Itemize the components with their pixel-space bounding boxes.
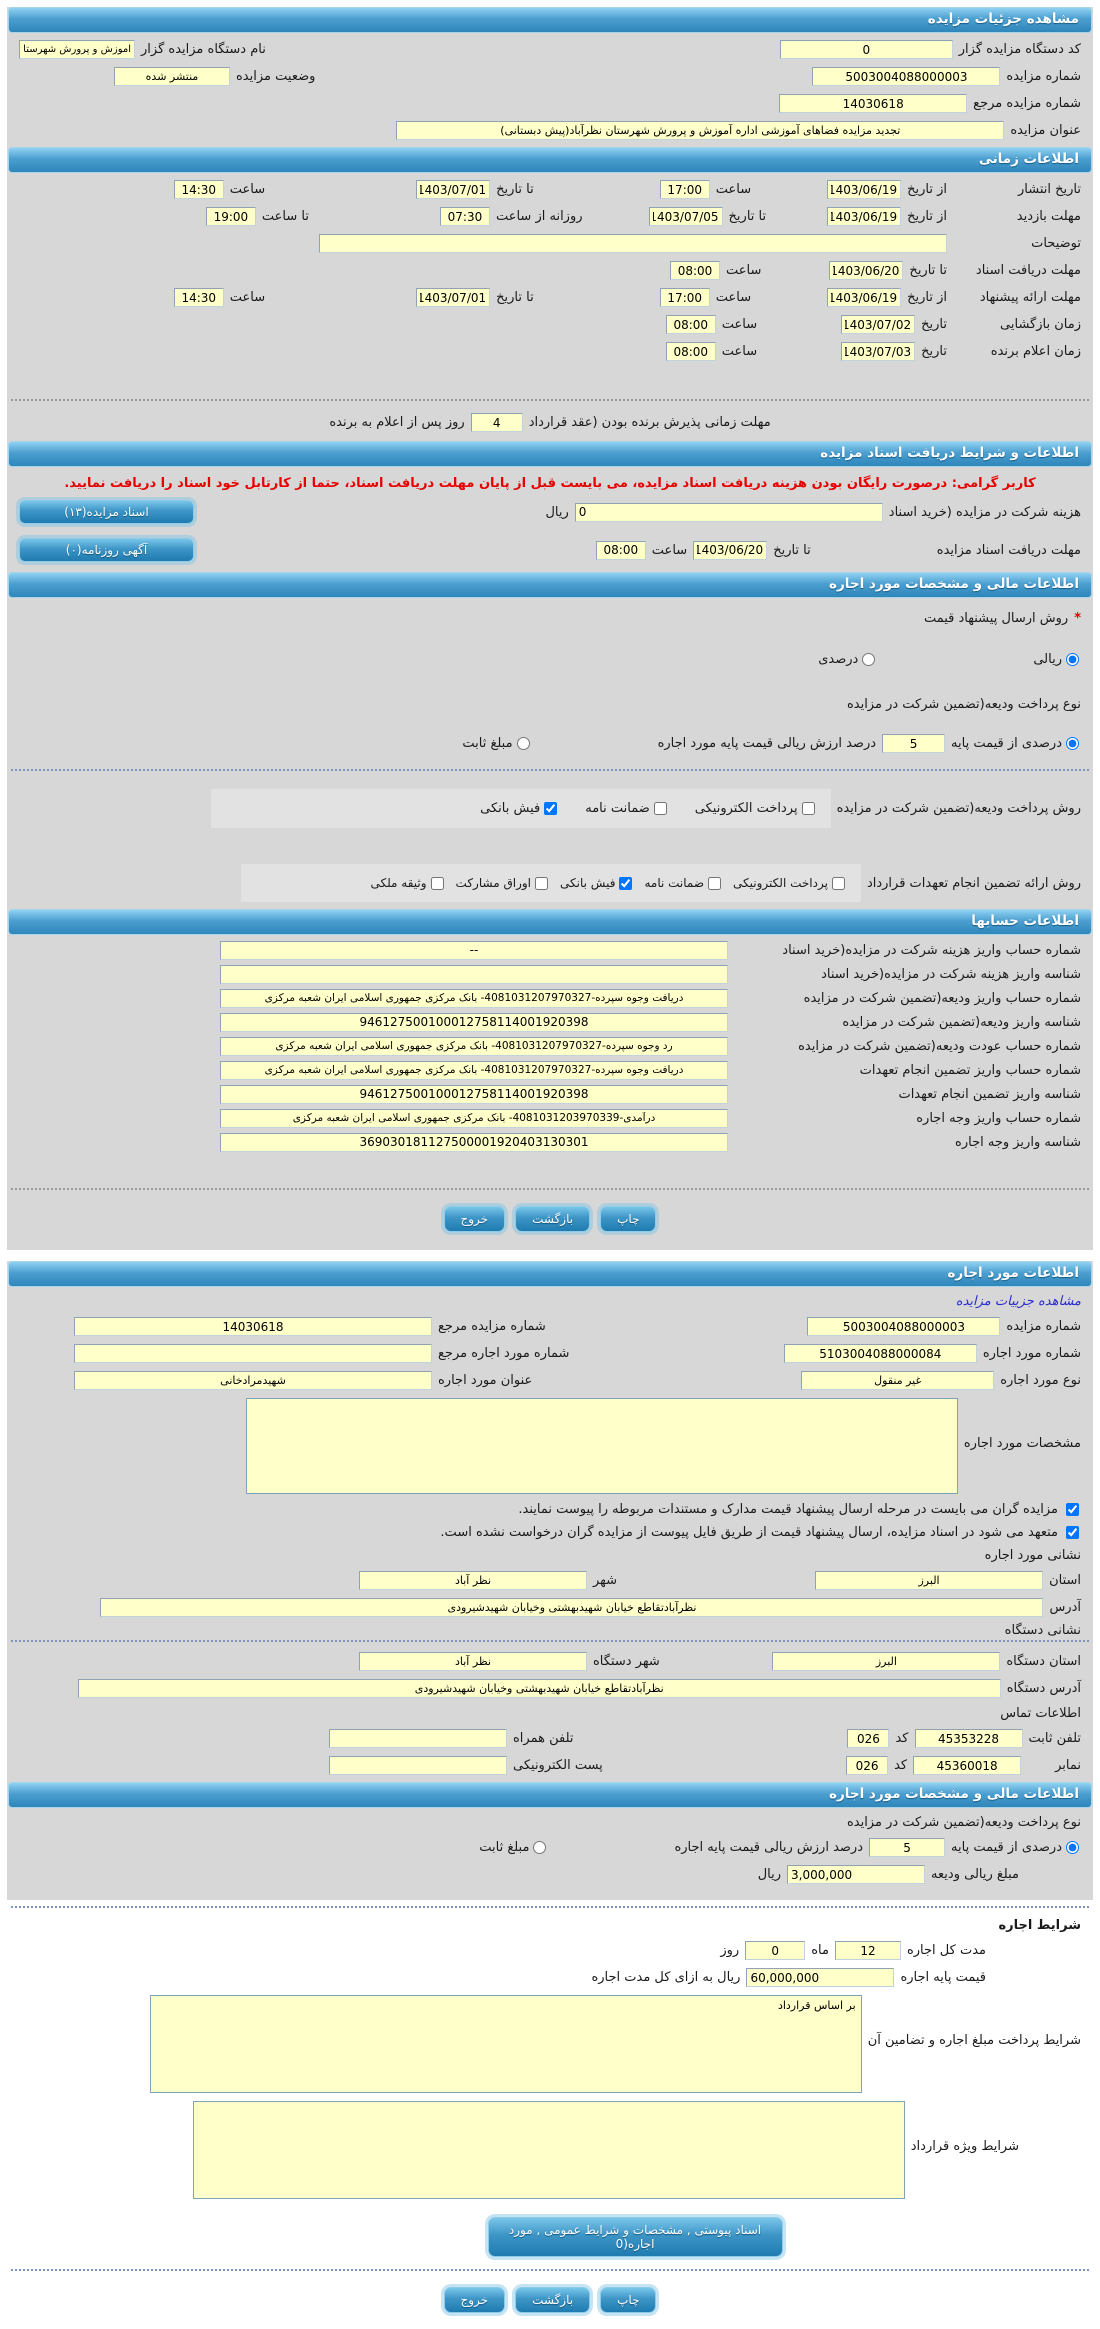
- account-row: [7, 962, 1093, 986]
- row-payment-conditions: [7, 1991, 1093, 2097]
- print-button-2[interactable]: چاپ: [600, 2287, 656, 2313]
- city-label: شهر: [593, 1573, 618, 1588]
- bidder-code-field[interactable]: [780, 40, 953, 59]
- duration-label: مدت کل اجاره: [906, 1943, 986, 1958]
- winner-date-field[interactable]: [841, 342, 915, 361]
- deposit-type-label-2: نوع پرداخت ودیعه(تضمین شرکت در مزایده: [846, 1815, 1081, 1830]
- hour-label: ساعت: [715, 290, 752, 305]
- newspaper-ad-button[interactable]: آگهی روزنامه(۰): [19, 538, 194, 562]
- docs-deadline-label: مهلت دریافت اسناد: [975, 263, 1081, 278]
- epay-label: پرداخت الکترونیکی: [694, 801, 798, 816]
- duration-months-field[interactable]: [835, 1941, 901, 1960]
- publish-to-time-field[interactable]: [174, 180, 224, 199]
- row-opening-time: [7, 311, 1093, 338]
- row-view-details-link: [7, 1290, 1093, 1313]
- from-date-label: از تاریخ: [907, 182, 947, 197]
- row-fax: [7, 1752, 1093, 1779]
- contact-info-subhead: اطلاعات تماس: [1000, 1706, 1081, 1721]
- fixed-amount-radio[interactable]: [517, 737, 530, 750]
- fee-field[interactable]: [575, 503, 883, 522]
- auction-overview-panel: [7, 7, 1093, 1250]
- mobile-field[interactable]: [329, 1729, 507, 1748]
- auction-ref-label-2: شماره مزایده مرجع: [438, 1319, 546, 1334]
- acc-field-rent-account[interactable]: [220, 1109, 728, 1128]
- auction-title-label: عنوان مزایده: [1010, 123, 1081, 138]
- mobile-label: تلفن همراه: [513, 1731, 574, 1746]
- org-name-label: نام دستگاه مزایده گزار: [141, 42, 266, 57]
- back-button[interactable]: بازگشت: [515, 1206, 590, 1232]
- rental-terms-subhead: شرایط اجاره: [998, 1918, 1081, 1933]
- g-opt-participation-bonds: [456, 876, 550, 890]
- g-bonds-label: اوراق مشارکت: [455, 876, 532, 890]
- email-label: پست الکترونیکی: [513, 1758, 603, 1773]
- fixed-amount-option: [462, 736, 531, 751]
- row-deposit-type-label-2: [7, 1811, 1093, 1834]
- acc-label: شماره حساب واریز وجه اجاره: [916, 1110, 1081, 1126]
- account-row: [7, 1082, 1093, 1106]
- bidder-code-label: کد دستگاه مزایده گزار: [958, 42, 1081, 57]
- g-bank-slip-checkbox[interactable]: [619, 877, 632, 890]
- guarantee-letter-label: ضمانت نامه: [585, 801, 650, 816]
- deposit-type-label: نوع پرداخت ودیعه(تضمین شرکت در مزایده: [846, 697, 1081, 712]
- row-contract-guarantee-method: [7, 860, 1093, 906]
- rental-terms-area: [7, 1914, 1093, 2319]
- deposit-pay-method-label: روش پرداخت ودیعه(تضمین شرکت در مزایده: [836, 801, 1081, 816]
- g-epay-label: پرداخت الکترونیکی: [733, 876, 828, 890]
- rial-label: ریال: [545, 504, 569, 520]
- guarantee-letter-checkbox[interactable]: [654, 802, 667, 815]
- account-row: [7, 1106, 1093, 1130]
- deposit-percent-field[interactable]: [882, 734, 945, 753]
- publish-to-date-field[interactable]: [416, 180, 490, 199]
- required-asterisk: *: [1074, 611, 1081, 626]
- base-price-field[interactable]: [746, 1968, 894, 1987]
- section-header-financial-1: اطلاعات مالی و مشخصات مورد اجاره: [8, 572, 1092, 598]
- row-rental-province-city: [7, 1567, 1093, 1594]
- duration-days-field[interactable]: [745, 1941, 805, 1960]
- price-method-label: روش ارسال پیشنهاد قیمت: [923, 611, 1069, 626]
- phone-code-field[interactable]: [847, 1729, 889, 1748]
- city-field[interactable]: [359, 1571, 587, 1590]
- fax-code-label: کد: [894, 1758, 908, 1773]
- deposit-percent-field-2[interactable]: [869, 1838, 945, 1857]
- auction-docs-button[interactable]: اسناد مزایده(۱۳): [19, 500, 194, 524]
- fixed-amount-radio-2[interactable]: [533, 1841, 546, 1854]
- panel2-actions: [7, 2277, 1093, 2319]
- rial-label-2: ریال: [757, 1867, 782, 1882]
- org-address-label: آدرس دستگاه: [1006, 1681, 1081, 1696]
- percent-radio[interactable]: [862, 653, 875, 666]
- acc-field-deposit-account[interactable]: [220, 989, 728, 1008]
- acc-label: شماره حساب واریز تضمین انجام تعهدات: [859, 1062, 1081, 1078]
- row-attach-docs-note: [7, 1498, 1093, 1521]
- percent-of-base-option-2: [951, 1840, 1081, 1855]
- section-header-docs-terms: اطلاعات و شرایط دریافت اسناد مزایده: [8, 441, 1092, 467]
- section-header-view-details: مشاهده جزئیات مزایده: [8, 7, 1092, 33]
- contract-guarantee-strip: [241, 864, 861, 902]
- payment-conditions-textarea[interactable]: [150, 1995, 862, 2093]
- row-base-price: [7, 1964, 1093, 1991]
- attach-docs-checkbox[interactable]: [1066, 1503, 1079, 1516]
- hour-label: ساعت: [651, 542, 688, 558]
- fixed-amount-label-2: مبلغ ثابت: [479, 1840, 530, 1855]
- item-type-field[interactable]: [801, 1371, 994, 1390]
- acc-field-obligation-account[interactable]: [220, 1061, 728, 1080]
- until-hour-label: تا ساعت: [261, 209, 309, 224]
- row-winner-announce: [7, 338, 1093, 365]
- org-city-label: شهر دستگاه: [593, 1654, 660, 1669]
- item-specs-label: مشخصات مورد اجاره: [963, 1436, 1081, 1451]
- acc-field-fee-id[interactable]: [220, 965, 728, 984]
- percent-of-base-option: [951, 736, 1081, 751]
- row-rental-duration: [7, 1937, 1093, 1964]
- contract-guarantee-label: روش ارائه تضمین انجام تعهدات قرارداد: [866, 875, 1081, 891]
- g-opt-property-collateral: [370, 876, 445, 890]
- account-row: [7, 1130, 1093, 1154]
- g-collateral-checkbox[interactable]: [431, 877, 444, 890]
- hour-label: ساعت: [721, 344, 758, 359]
- acc-label: شناسه واریز وجه اجاره: [955, 1134, 1081, 1150]
- account-row: [7, 1058, 1093, 1082]
- province-label: استان: [1049, 1573, 1081, 1588]
- acc-field-rent-id[interactable]: [220, 1133, 728, 1152]
- row-notes: [7, 230, 1093, 257]
- fax-code-field[interactable]: [846, 1756, 888, 1775]
- base-price-label: قیمت پایه اجاره: [900, 1970, 986, 1985]
- rental-item-panel: [7, 1261, 1093, 1900]
- to-date-label: تا تاریخ: [909, 263, 947, 278]
- from-date-label: از تاریخ: [907, 290, 947, 305]
- percent-of-base-label-2: درصدی از قیمت پایه: [951, 1840, 1062, 1855]
- auction-no-field-2[interactable]: [807, 1317, 1000, 1336]
- from-date-label: از تاریخ: [907, 209, 947, 224]
- visit-label: مهلت بازدید: [1016, 209, 1081, 224]
- row-deposit-type-options: [7, 716, 1093, 763]
- offer-from-date-field[interactable]: [827, 288, 901, 307]
- date-label: تاریخ: [921, 344, 947, 359]
- row-docs-deadline: [7, 257, 1093, 284]
- auction-no-label-2: شماره مزایده: [1006, 1319, 1081, 1334]
- ref-no-field[interactable]: [779, 94, 967, 113]
- special-conditions-textarea[interactable]: [193, 2101, 905, 2199]
- row-auction-no-2: [7, 1313, 1093, 1340]
- row-attachments-button: [7, 2203, 1093, 2263]
- acc-label: شماره حساب واریز ودیعه(تضمین شرکت در مزایده: [803, 990, 1081, 1006]
- province-field[interactable]: [815, 1571, 1043, 1590]
- notes-field[interactable]: [319, 234, 947, 253]
- winner-time-field[interactable]: [666, 342, 716, 361]
- acc-label: شماره حساب واریز هزینه شرکت در مزایده(خرید اسناد: [782, 942, 1081, 958]
- divider: [11, 399, 1089, 401]
- docs-deadline-time-field[interactable]: [670, 261, 720, 280]
- auction-no-label: شماره مزایده: [1006, 69, 1081, 84]
- docs-deadline-date-field[interactable]: [829, 261, 903, 280]
- row-deposit-type-options-2: [7, 1834, 1093, 1861]
- docs-receive-date-field[interactable]: [693, 541, 767, 560]
- item-title-label: عنوان مورد اجاره: [438, 1373, 533, 1388]
- divider: [11, 1906, 1089, 1908]
- opening-time-field[interactable]: [666, 315, 716, 334]
- rial-option-label: ریالی: [1033, 652, 1062, 667]
- pay-opt-guarantee-letter: [585, 801, 669, 816]
- item-title-field[interactable]: [74, 1371, 432, 1390]
- row-deposit-amount: [7, 1861, 1093, 1888]
- row-offer-deadline: [7, 284, 1093, 311]
- g-bank-slip-label: فیش بانکی: [560, 876, 616, 890]
- deposit-percent-suffix: درصد ارزش ریالی قیمت پایه مورد اجاره: [657, 736, 877, 751]
- section-header-accounts: اطلاعات حسابها: [8, 909, 1092, 935]
- divider: [11, 769, 1089, 771]
- winner-announce-label: زمان اعلام برنده: [990, 344, 1081, 359]
- bank-slip-label: فیش بانکی: [480, 801, 541, 816]
- deposit-amount-field[interactable]: [787, 1865, 925, 1884]
- g-guarantee-letter-checkbox[interactable]: [708, 877, 721, 890]
- base-price-suffix: ریال به ازای کل مدت اجاره: [591, 1970, 741, 1985]
- back-button-2[interactable]: بازگشت: [515, 2287, 590, 2313]
- acc-label: شناسه واریز ودیعه(تضمین شرکت در مزایده: [842, 1014, 1081, 1030]
- acceptance-days-field[interactable]: [471, 413, 523, 432]
- rental-address-subhead: نشانی مورد اجاره: [984, 1548, 1081, 1563]
- row-visit-deadline: [7, 203, 1093, 230]
- percent-of-base-radio[interactable]: [1066, 737, 1079, 750]
- account-row: [7, 938, 1093, 962]
- bank-slip-checkbox[interactable]: [544, 802, 557, 815]
- percent-option-label: درصدی: [818, 652, 859, 667]
- g-opt-guarantee-letter: [644, 876, 723, 890]
- exit-button[interactable]: خروج: [444, 1206, 506, 1232]
- row-acceptance-period: [7, 407, 1093, 438]
- email-field[interactable]: [329, 1756, 507, 1775]
- divider: [11, 2269, 1089, 2271]
- item-no-field[interactable]: [784, 1344, 977, 1363]
- row-publish-date: [7, 176, 1093, 203]
- org-name-field[interactable]: [19, 40, 135, 59]
- auction-title-field[interactable]: [396, 121, 1004, 140]
- fee-label: هزینه شرکت در مزایده (خرید اسناد: [888, 504, 1081, 520]
- to-date-label: تا تاریخ: [773, 542, 811, 558]
- section-header-financial-2: اطلاعات مالی و مشخصات مورد اجاره: [8, 1782, 1092, 1808]
- visit-until-time-field[interactable]: [206, 207, 256, 226]
- print-button[interactable]: چاپ: [600, 1206, 656, 1232]
- rial-option: [1033, 652, 1081, 667]
- acc-field-deposit-id[interactable]: [220, 1013, 728, 1032]
- day-label: روز: [720, 1943, 740, 1958]
- address-label: آدرس: [1049, 1600, 1081, 1615]
- month-label: ماه: [811, 1943, 829, 1958]
- no-file-note: متعهد می شود در اسناد مزایده، ارسال پیشنهاد قیمت از طریق فایل پیوست از مزایده گران درخواست نشده است.: [440, 1525, 1058, 1540]
- acceptance-post-label: روز پس از اعلام به برنده: [329, 415, 465, 430]
- item-ref-field[interactable]: [74, 1344, 432, 1363]
- acc-label: شناسه واریز تضمین انجام تعهدات: [898, 1086, 1081, 1102]
- acc-field-obligation-id[interactable]: [220, 1085, 728, 1104]
- offer-deadline-label: مهلت ارائه پیشنهاد: [979, 290, 1081, 305]
- account-row: [7, 1010, 1093, 1034]
- publish-date-label: تاریخ انتشار: [1018, 182, 1081, 197]
- ref-no-label: شماره مزایده مرجع: [973, 96, 1081, 111]
- notes-label: توضیحات: [1031, 236, 1081, 251]
- deposit-amount-label: مبلغ ریالی ودیعه: [931, 1867, 1019, 1882]
- fixed-amount-option-2: [479, 1840, 548, 1855]
- opening-date-field[interactable]: [841, 315, 915, 334]
- row-price-method-label: [7, 601, 1093, 630]
- row-auction-no: [7, 63, 1093, 90]
- hour-label: ساعت: [229, 290, 266, 305]
- account-row: [7, 1034, 1093, 1058]
- status-field[interactable]: [114, 67, 230, 86]
- g-bonds-checkbox[interactable]: [535, 877, 548, 890]
- row-price-method-options: [7, 630, 1093, 681]
- percent-of-base-label: درصدی از قیمت پایه: [951, 736, 1062, 751]
- fax-label: نمابر: [1055, 1758, 1081, 1773]
- percent-of-base-radio-2[interactable]: [1066, 1841, 1079, 1854]
- org-city-field[interactable]: [359, 1652, 587, 1671]
- deposit-percent-suffix-2: درصد ارزش ریالی قیمت پایه اجاره: [674, 1840, 864, 1855]
- org-address-field[interactable]: [78, 1679, 1001, 1698]
- section-header-time-info: اطلاعات زمانی: [8, 147, 1092, 173]
- org-address-subhead: نشانی دستگاه: [1004, 1623, 1081, 1638]
- g-opt-bank-slip: [560, 876, 634, 890]
- row-deposit-pay-method: [7, 777, 1093, 832]
- row-item-no: [7, 1340, 1093, 1367]
- account-row: [7, 986, 1093, 1010]
- row-org-province-city: [7, 1648, 1093, 1675]
- row-org-address-subhead: [7, 1621, 1093, 1640]
- deposit-pay-method-strip: [211, 789, 831, 828]
- auction-ref-field-2[interactable]: [74, 1317, 432, 1336]
- panel1-actions: [7, 1196, 1093, 1238]
- item-type-label: نوع مورد اجاره: [1000, 1373, 1081, 1388]
- row-participation-fee: [7, 493, 1093, 531]
- hour-label: ساعت: [715, 182, 752, 197]
- row-bidder-code: [7, 36, 1093, 63]
- address-field[interactable]: [100, 1598, 1043, 1617]
- pay-opt-bank-slip: [480, 801, 559, 816]
- acceptance-pre-label: مهلت زمانی پذیرش برنده بودن (عقد قرارداد: [528, 415, 771, 430]
- fixed-amount-label: مبلغ ثابت: [462, 736, 513, 751]
- attachments-button[interactable]: اسناد پیوستی , مشخصات و شرایط عمومی , مورد اجاره(0: [488, 2217, 783, 2257]
- row-ref-no: [7, 90, 1093, 117]
- special-conditions-label: شرایط ویژه قرارداد: [910, 2139, 1019, 2154]
- percent-option: [818, 652, 877, 667]
- offer-to-time-field[interactable]: [174, 288, 224, 307]
- payment-conditions-label: شرایط پرداخت مبلغ اجاره و تضامین آن: [867, 2033, 1081, 2048]
- hour-label: ساعت: [721, 317, 758, 332]
- row-phone: [7, 1725, 1093, 1752]
- docs-receive-time-field[interactable]: [596, 541, 646, 560]
- g-opt-epay: [733, 876, 847, 890]
- divider: [11, 1640, 1089, 1642]
- acc-label: شماره حساب عودت ودیعه(تضمین شرکت در مزایده: [798, 1038, 1081, 1054]
- offer-from-time-field[interactable]: [660, 288, 710, 307]
- g-epay-checkbox[interactable]: [832, 877, 845, 890]
- to-date-label: تا تاریخ: [728, 209, 767, 224]
- row-item-type: [7, 1367, 1093, 1394]
- acc-field-fee-account[interactable]: [220, 941, 728, 960]
- org-province-field[interactable]: [772, 1652, 1000, 1671]
- exit-button-2[interactable]: خروج: [444, 2287, 506, 2313]
- pay-opt-epay: [695, 801, 817, 816]
- date-label: تاریخ: [921, 317, 947, 332]
- acc-field-refund-account[interactable]: [220, 1037, 728, 1056]
- status-label: وضعیت مزایده: [236, 69, 316, 84]
- acc-label: شناسه واریز هزینه شرکت در مزایده(خرید اسناد: [821, 966, 1081, 982]
- phone-field[interactable]: [915, 1729, 1023, 1748]
- visit-from-date-field[interactable]: [827, 207, 901, 226]
- hour-label: ساعت: [726, 263, 762, 278]
- to-date-label: تا تاریخ: [496, 182, 534, 197]
- daily-from-hour-label: روزانه از ساعت: [495, 209, 583, 224]
- section-header-rental-info: اطلاعات مورد اجاره: [8, 1261, 1092, 1287]
- row-item-specs: [7, 1394, 1093, 1498]
- to-date-label: تا تاریخ: [496, 290, 534, 305]
- epay-checkbox[interactable]: [802, 802, 815, 815]
- hour-label: ساعت: [229, 182, 266, 197]
- row-docs-receive-deadline: [7, 531, 1093, 569]
- row-special-conditions: [7, 2097, 1093, 2203]
- row-no-file-note: [7, 1521, 1093, 1544]
- g-guarantee-letter-label: ضمانت نامه: [644, 876, 705, 890]
- view-auction-details-link[interactable]: مشاهده جزییات مزایده: [955, 1294, 1081, 1309]
- opening-time-label: زمان بازگشایی: [1000, 317, 1081, 332]
- docs-warning-text: کاربر گرامی: درصورت رایگان بودن هزینه دریافت اسناد مزایده، می بایست قبل از پایان مهلت دریافت اسناد، حتما از کارتابل خود اسناد را دریافت نمایید.: [64, 476, 1036, 491]
- item-ref-label: شماره مورد اجاره مرجع: [438, 1346, 570, 1361]
- row-deposit-type-label: [7, 681, 1093, 716]
- fax-field[interactable]: [913, 1756, 1021, 1775]
- org-province-label: استان دستگاه: [1006, 1654, 1081, 1669]
- row-rental-address: [7, 1594, 1093, 1621]
- divider: [11, 1188, 1089, 1190]
- publish-from-time-field[interactable]: [660, 180, 710, 199]
- visit-to-date-field[interactable]: [649, 207, 723, 226]
- auction-no-field[interactable]: [812, 67, 1000, 86]
- offer-to-date-field[interactable]: [416, 288, 490, 307]
- attach-docs-note: مزایده گران می بایست در مرحله ارسال پیشنهاد قیمت مدارک و مستندات مربوطه را پیوست نمایند.: [518, 1502, 1058, 1517]
- row-auction-title: [7, 117, 1093, 144]
- docs-receive-label: مهلت دریافت اسناد مزایده: [936, 542, 1081, 558]
- no-file-checkbox[interactable]: [1066, 1526, 1079, 1539]
- phone-label: تلفن ثابت: [1028, 1731, 1081, 1746]
- rial-radio[interactable]: [1066, 653, 1079, 666]
- visit-daily-time-field[interactable]: [440, 207, 490, 226]
- item-no-label: شماره مورد اجاره: [982, 1346, 1081, 1361]
- item-specs-textarea[interactable]: [246, 1398, 958, 1494]
- g-collateral-label: وثیقه ملکی: [370, 876, 427, 890]
- publish-from-date-field[interactable]: [827, 180, 901, 199]
- row-org-address: [7, 1675, 1093, 1702]
- phone-code-label: کد: [895, 1731, 909, 1746]
